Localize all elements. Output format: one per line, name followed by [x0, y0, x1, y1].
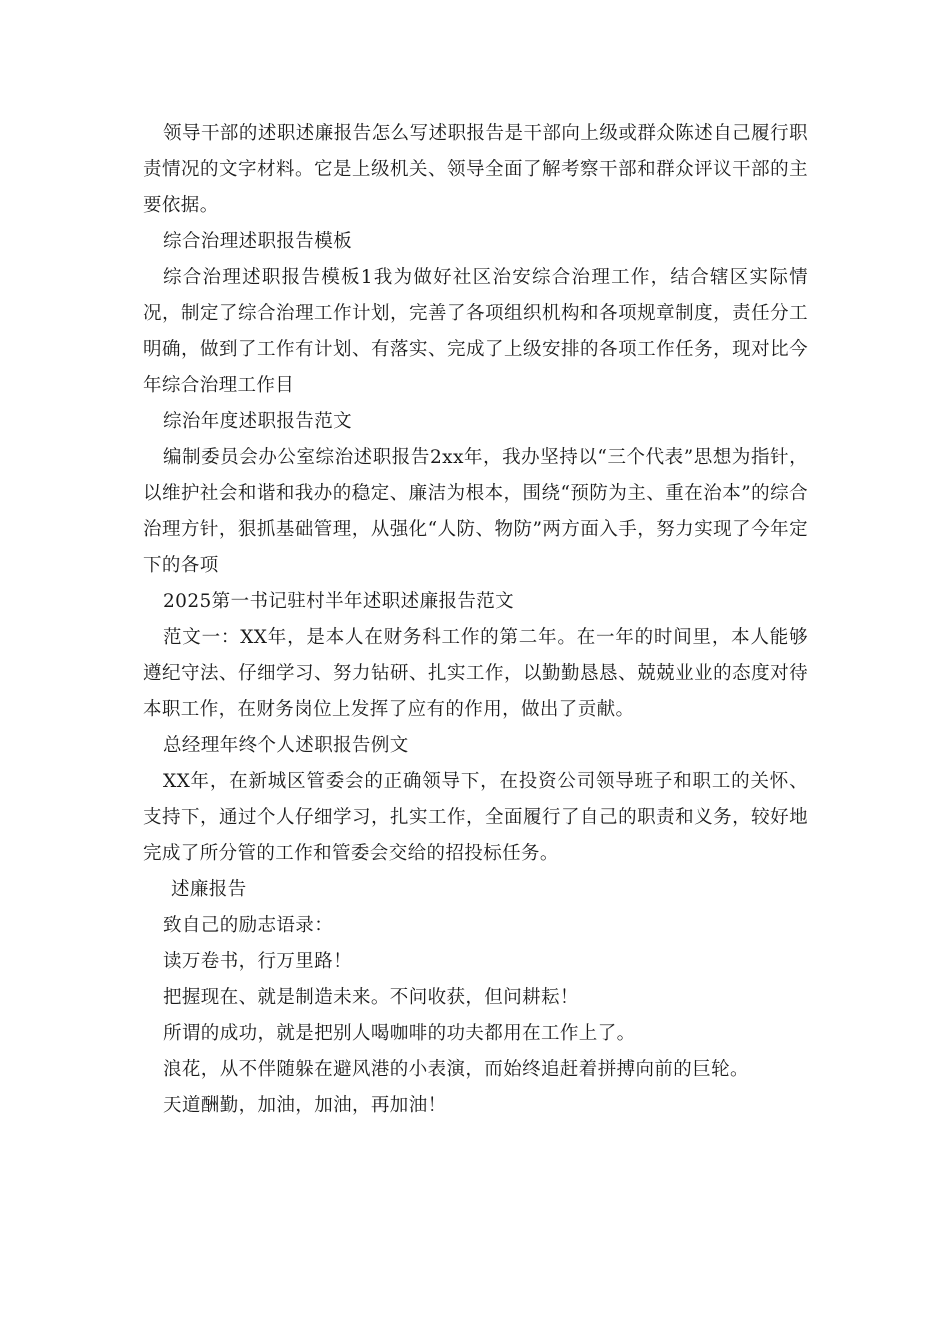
motto-line: 把握现在、就是制造未来。不问收获，但问耕耘！	[163, 987, 579, 1008]
heading-annual-sample: 综治年度述职报告范文	[163, 411, 353, 432]
heading-comprehensive-template: 综合治理述职报告模板	[163, 231, 353, 252]
motto-intro: 致自己的励志语录：	[163, 915, 334, 936]
heading-general-manager: 总经理年终个人述职报告例文	[163, 735, 409, 756]
intro-paragraph: 领导干部的述职述廉报告怎么写述职报告是干部向上级或群众陈述自己履行职责情况的文字材料。它是上级机关、领导全面了解考察干部和群众评议干部的主要依据。	[143, 123, 808, 216]
motto-line: 天道酬勤，加油，加油，再加油！	[163, 1095, 447, 1116]
general-manager-paragraph: XX年，在新城区管委会的正确领导下，在投资公司领导班子和职工的关怀、支持下，通过个人仔细学习，扎实工作，全面履行了自己的职责和义务，较好地完成了所分管的工作和管委会交给的招投标任务。	[143, 771, 808, 864]
annual-sample-paragraph: 编制委员会办公室综治述职报告2xx年，我办坚持以“三个代表”思想为指针，以维护社会和谐和我办的稳定、廉洁为根本，围绕“预防为主、重在治本”的综合治理方针，狠抓基础管理，从强化“人防、物防”两方面入手，努力实现了今年定下的各项	[143, 447, 808, 576]
heading-integrity-report: 述廉报告	[171, 879, 247, 900]
motto-line: 读万卷书，行万里路！	[163, 951, 353, 972]
village-secretary-paragraph: 范文一：XX年，是本人在财务科工作的第二年。在一年的时间里，本人能够遵纪守法、仔细学习、努力钻研、扎实工作，以勤勤恳恳、兢兢业业的态度对待本职工作，在财务岗位上发挥了应有的作用，做出了贡献。	[143, 627, 808, 720]
comprehensive-template-paragraph: 综合治理述职报告模板1我为做好社区治安综合治理工作，结合辖区实际情况，制定了综合治理工作计划，完善了各项组织机构和各项规章制度，责任分工明确，做到了工作有计划、有落实、完成了上级安排的各项工作任务，现对比今年综合治理工作目	[143, 267, 808, 396]
motto-line: 所谓的成功，就是把别人喝咖啡的功夫都用在工作上了。	[163, 1023, 636, 1044]
motto-line: 浪花，从不伴随躲在避风港的小表演，而始终追赶着拼搏向前的巨轮。	[163, 1059, 749, 1080]
document-body	[143, 116, 808, 1124]
heading-village-secretary: 2025第一书记驻村半年述职述廉报告范文	[163, 591, 515, 612]
